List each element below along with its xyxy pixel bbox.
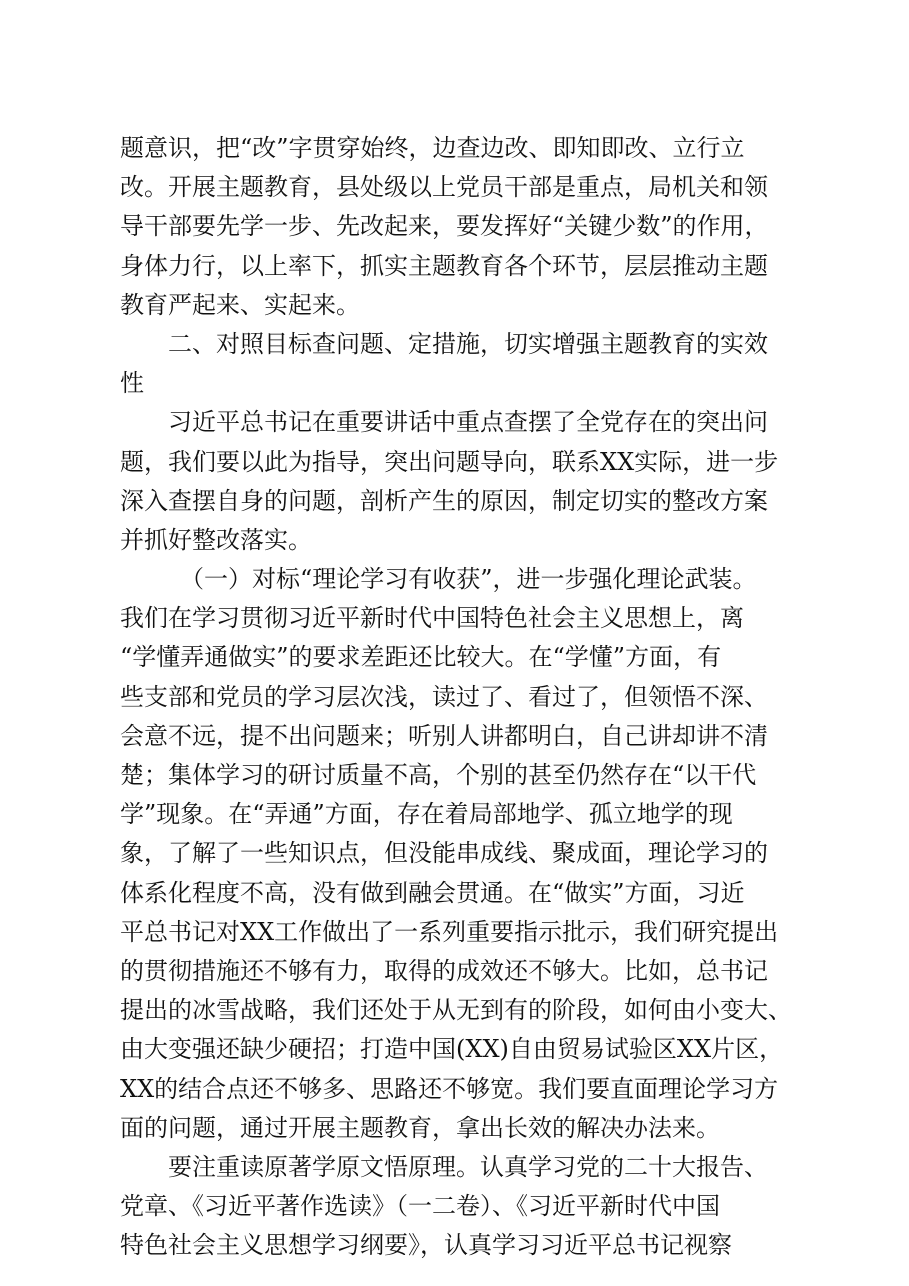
text-line: 深入查摆自身的问题，剖析产生的原因，制定切实的整改方案 <box>120 486 768 515</box>
text-line: 由大变强还缺少硬招；打造中国(XX)自由贸易试验区XX片区， <box>120 1035 784 1064</box>
text-line: 楚；集体学习的研讨质量不高，个别的甚至仍然存在“以干代 <box>120 761 757 789</box>
text-line: 体系化程度不高，没有做到融会贯通。在“做实”方面，习近 <box>120 878 745 907</box>
text-line: 并抓好整改落实。 <box>120 525 312 554</box>
text-line: 象，了解了一些知识点，但没能串成线、聚成面，理论学习的 <box>120 839 768 868</box>
text-line: 会意不远，提不出问题来；听别人讲都明白，自己讲却讲不清 <box>120 721 768 750</box>
section-heading-line: 二、对照目标查问题、定措施，切实增强主题教育的实效 <box>168 329 768 358</box>
text-line: 习近平总书记在重要讲话中重点查摆了全党存在的突出问 <box>168 408 768 437</box>
text-line: 平总书记对XX工作做出了一系列重要指示批示，我们研究提出 <box>120 917 779 946</box>
text-line: 身体力行，以上率下，抓实主题教育各个环节，层层推动主题 <box>120 251 768 280</box>
subsection-heading-line: （一）对标“理论学习有收获”，进一步强化理论武装。 <box>180 565 757 594</box>
document-body <box>120 129 810 1265</box>
text-line: 我们在学习贯彻习近平新时代中国特色社会主义思想上，离 <box>120 604 744 633</box>
text-line: 提出的冰雪战略，我们还处于从无到有的阶段，如何由小变大、 <box>120 996 792 1025</box>
text-line: 些支部和党员的学习层次浅，读过了、看过了，但领悟不深、 <box>120 682 768 711</box>
text-line: 党章、《习近平著作选读》（一二卷）、《习近平新时代中国 <box>120 1192 720 1221</box>
text-line: 题，我们要以此为指导，突出问题导向，联系XX实际，进一步 <box>120 447 779 476</box>
text-line: 题意识，把“改”字贯穿始终，边查边改、即知即改、立行立 <box>120 134 745 162</box>
text-line: 导干部要先学一步、先改起来，要发挥好“关键少数”的作用， <box>120 212 769 241</box>
text-line: 改。开展主题教育，县处级以上党员干部是重点，局机关和领 <box>120 173 768 202</box>
text-line: 面的问题，通过开展主题教育，拿出长效的解决办法来。 <box>120 1113 720 1142</box>
text-line: 学”现象。在“弄通”方面，存在着局部地学、孤立地学的现 <box>120 800 733 829</box>
text-line: 特色社会主义思想学习纲要》，认真学习习近平总书记视察 <box>120 1231 732 1260</box>
text-line: “学懂弄通做实”的要求差距还比较大。在“学懂”方面，有 <box>120 643 722 672</box>
text-line: 的贯彻措施还不够有力，取得的成效还不够大。比如，总书记 <box>120 956 768 985</box>
section-heading-line: 性 <box>120 369 144 398</box>
text-line: 要注重读原著学原文悟原理。认真学习党的二十大报告、 <box>168 1152 768 1181</box>
text-line: 教育严起来、实起来。 <box>120 290 360 319</box>
text-line: XX的结合点还不够多、思路还不够宽。我们要直面理论学习方 <box>120 1074 779 1103</box>
